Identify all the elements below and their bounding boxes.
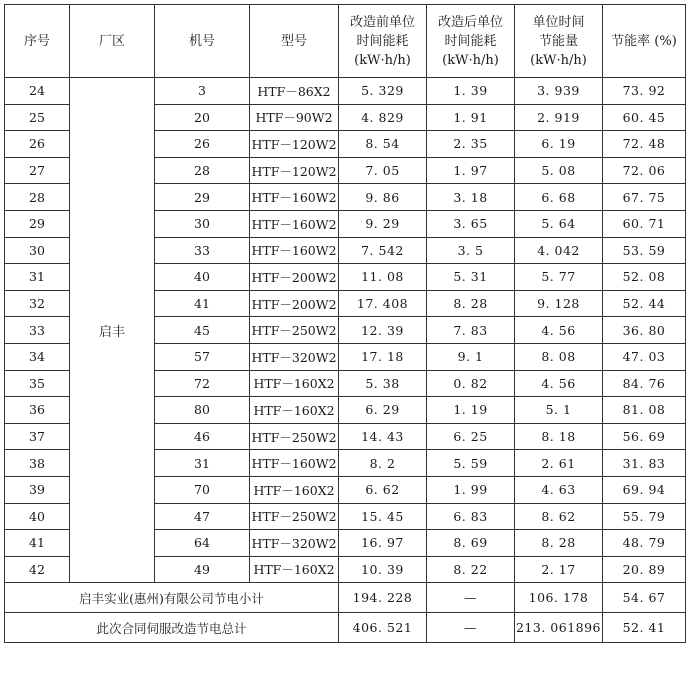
model-cell: HTF－120W2	[250, 131, 339, 158]
saving-cell: 2. 919	[515, 104, 603, 131]
model-cell: HTF－160W2	[250, 237, 339, 264]
machine-no-cell: 31	[155, 450, 250, 477]
machine-no-cell: 33	[155, 237, 250, 264]
energy-saving-table	[4, 4, 686, 643]
header-row	[5, 5, 686, 78]
machine-no-cell: 64	[155, 530, 250, 557]
saving-cell: 6. 19	[515, 131, 603, 158]
subtotal-row-saving: 106. 178	[515, 583, 603, 613]
before-cell: 17. 18	[339, 343, 427, 370]
subtotal-row-label: 启丰实业(惠州)有限公司节电小计	[5, 583, 339, 613]
header-machine-no: 机号	[155, 5, 250, 78]
rate-cell: 55. 79	[603, 503, 686, 530]
header-after-line: 时间能耗	[444, 33, 497, 49]
seq-cell: 32	[5, 290, 70, 317]
rate-cell: 69. 94	[603, 476, 686, 503]
machine-no-cell: 72	[155, 370, 250, 397]
before-cell: 10. 39	[339, 556, 427, 583]
header-before-line: 改造前单位	[349, 14, 415, 30]
before-cell: 5. 329	[339, 78, 427, 105]
rate-cell: 48. 79	[603, 530, 686, 557]
saving-cell: 4. 56	[515, 317, 603, 344]
before-cell: 16. 97	[339, 530, 427, 557]
saving-cell: 6. 68	[515, 184, 603, 211]
after-cell: 8. 28	[427, 290, 515, 317]
seq-cell: 24	[5, 78, 70, 105]
rate-cell: 72. 48	[603, 131, 686, 158]
after-cell: 3. 18	[427, 184, 515, 211]
model-cell: HTF－90W2	[250, 104, 339, 131]
seq-cell: 42	[5, 556, 70, 583]
after-cell: 5. 31	[427, 264, 515, 291]
before-cell: 7. 542	[339, 237, 427, 264]
after-cell: 5. 59	[427, 450, 515, 477]
seq-cell: 40	[5, 503, 70, 530]
seq-cell: 41	[5, 530, 70, 557]
before-cell: 5. 38	[339, 370, 427, 397]
total-row-label: 此次合同伺服改造节电总计	[5, 613, 339, 643]
before-cell: 9. 86	[339, 184, 427, 211]
after-cell: 3. 5	[427, 237, 515, 264]
seq-cell: 36	[5, 397, 70, 424]
machine-no-cell: 80	[155, 397, 250, 424]
machine-no-cell: 40	[155, 264, 250, 291]
before-cell: 9. 29	[339, 210, 427, 237]
total-row-after: —	[427, 613, 515, 643]
seq-cell: 29	[5, 210, 70, 237]
saving-cell: 8. 28	[515, 530, 603, 557]
machine-no-cell: 26	[155, 131, 250, 158]
seq-cell: 27	[5, 157, 70, 184]
machine-no-cell: 57	[155, 343, 250, 370]
seq-cell: 25	[5, 104, 70, 131]
rate-cell: 52. 44	[603, 290, 686, 317]
rate-cell: 60. 71	[603, 210, 686, 237]
saving-cell: 3. 939	[515, 78, 603, 105]
machine-no-cell: 47	[155, 503, 250, 530]
before-cell: 11. 08	[339, 264, 427, 291]
header-after-line: 改造后单位	[437, 14, 503, 30]
header-factory: 厂区	[70, 5, 155, 78]
after-cell: 6. 25	[427, 423, 515, 450]
rate-cell: 53. 59	[603, 237, 686, 264]
machine-no-cell: 3	[155, 78, 250, 105]
after-cell: 2. 35	[427, 131, 515, 158]
saving-cell: 5. 77	[515, 264, 603, 291]
rate-cell: 67. 75	[603, 184, 686, 211]
model-cell: HTF－200W2	[250, 290, 339, 317]
model-cell: HTF－160W2	[250, 184, 339, 211]
after-cell: 8. 69	[427, 530, 515, 557]
model-cell: HTF－160W2	[250, 210, 339, 237]
header-before-unit: (kW·h/h)	[354, 52, 411, 68]
saving-cell: 5. 64	[515, 210, 603, 237]
subtotal-row-after: —	[427, 583, 515, 613]
seq-cell: 33	[5, 317, 70, 344]
seq-cell: 37	[5, 423, 70, 450]
rate-cell: 73. 92	[603, 78, 686, 105]
rate-cell: 47. 03	[603, 343, 686, 370]
total-row	[5, 613, 686, 643]
after-cell: 1. 97	[427, 157, 515, 184]
header-model: 型号	[250, 5, 339, 78]
model-cell: HTF－250W2	[250, 317, 339, 344]
saving-cell: 4. 63	[515, 476, 603, 503]
table-row	[5, 78, 686, 105]
after-cell: 1. 19	[427, 397, 515, 424]
header-after	[427, 5, 515, 78]
rate-cell: 20. 89	[603, 556, 686, 583]
model-cell: HTF－160X2	[250, 370, 339, 397]
model-cell: HTF－160W2	[250, 450, 339, 477]
before-cell: 14. 43	[339, 423, 427, 450]
before-cell: 12. 39	[339, 317, 427, 344]
model-cell: HTF－160X2	[250, 556, 339, 583]
saving-cell: 2. 61	[515, 450, 603, 477]
subtotal-row	[5, 583, 686, 613]
machine-no-cell: 46	[155, 423, 250, 450]
rate-cell: 56. 69	[603, 423, 686, 450]
seq-cell: 39	[5, 476, 70, 503]
machine-no-cell: 30	[155, 210, 250, 237]
machine-no-cell: 45	[155, 317, 250, 344]
model-cell: HTF－160X2	[250, 397, 339, 424]
model-cell: HTF－250W2	[250, 503, 339, 530]
after-cell: 1. 91	[427, 104, 515, 131]
header-before-line: 时间能耗	[356, 33, 409, 49]
rate-cell: 84. 76	[603, 370, 686, 397]
model-cell: HTF－120W2	[250, 157, 339, 184]
saving-cell: 8. 18	[515, 423, 603, 450]
header-seq: 序号	[5, 5, 70, 78]
saving-cell: 9. 128	[515, 290, 603, 317]
saving-cell: 5. 08	[515, 157, 603, 184]
before-cell: 7. 05	[339, 157, 427, 184]
machine-no-cell: 20	[155, 104, 250, 131]
model-cell: HTF－320W2	[250, 343, 339, 370]
seq-cell: 30	[5, 237, 70, 264]
rate-cell: 31. 83	[603, 450, 686, 477]
before-cell: 6. 29	[339, 397, 427, 424]
rate-cell: 81. 08	[603, 397, 686, 424]
total-row-rate: 52. 41	[603, 613, 686, 643]
header-saving	[515, 5, 603, 78]
rate-cell: 52. 08	[603, 264, 686, 291]
machine-no-cell: 41	[155, 290, 250, 317]
factory-cell: 启丰	[70, 78, 155, 583]
model-cell: HTF－320W2	[250, 530, 339, 557]
total-row-before: 406. 521	[339, 613, 427, 643]
machine-no-cell: 29	[155, 184, 250, 211]
header-after-unit: (kW·h/h)	[442, 52, 499, 68]
seq-cell: 38	[5, 450, 70, 477]
model-cell: HTF－250W2	[250, 423, 339, 450]
before-cell: 8. 54	[339, 131, 427, 158]
machine-no-cell: 49	[155, 556, 250, 583]
header-before	[339, 5, 427, 78]
seq-cell: 35	[5, 370, 70, 397]
before-cell: 17. 408	[339, 290, 427, 317]
after-cell: 0. 82	[427, 370, 515, 397]
after-cell: 1. 39	[427, 78, 515, 105]
before-cell: 15. 45	[339, 503, 427, 530]
saving-cell: 4. 56	[515, 370, 603, 397]
seq-cell: 26	[5, 131, 70, 158]
rate-cell: 60. 45	[603, 104, 686, 131]
saving-cell: 2. 17	[515, 556, 603, 583]
subtotal-row-before: 194. 228	[339, 583, 427, 613]
rate-cell: 72. 06	[603, 157, 686, 184]
before-cell: 4. 829	[339, 104, 427, 131]
saving-cell: 5. 1	[515, 397, 603, 424]
before-cell: 6. 62	[339, 476, 427, 503]
after-cell: 7. 83	[427, 317, 515, 344]
rate-cell: 36. 80	[603, 317, 686, 344]
seq-cell: 31	[5, 264, 70, 291]
after-cell: 6. 83	[427, 503, 515, 530]
after-cell: 1. 99	[427, 476, 515, 503]
model-cell: HTF－160X2	[250, 476, 339, 503]
saving-cell: 4. 042	[515, 237, 603, 264]
header-saving-line: 单位时间	[532, 14, 585, 30]
saving-cell: 8. 62	[515, 503, 603, 530]
model-cell: HTF－86X2	[250, 78, 339, 105]
header-rate: 节能率 (%)	[603, 5, 686, 78]
before-cell: 8. 2	[339, 450, 427, 477]
model-cell: HTF－200W2	[250, 264, 339, 291]
table-body	[5, 78, 686, 643]
after-cell: 8. 22	[427, 556, 515, 583]
seq-cell: 34	[5, 343, 70, 370]
after-cell: 3. 65	[427, 210, 515, 237]
subtotal-row-rate: 54. 67	[603, 583, 686, 613]
machine-no-cell: 70	[155, 476, 250, 503]
header-saving-unit: (kW·h/h)	[530, 52, 587, 68]
machine-no-cell: 28	[155, 157, 250, 184]
saving-cell: 8. 08	[515, 343, 603, 370]
total-row-saving: 213. 061896	[515, 613, 603, 643]
after-cell: 9. 1	[427, 343, 515, 370]
header-saving-line: 节能量	[538, 33, 578, 49]
seq-cell: 28	[5, 184, 70, 211]
